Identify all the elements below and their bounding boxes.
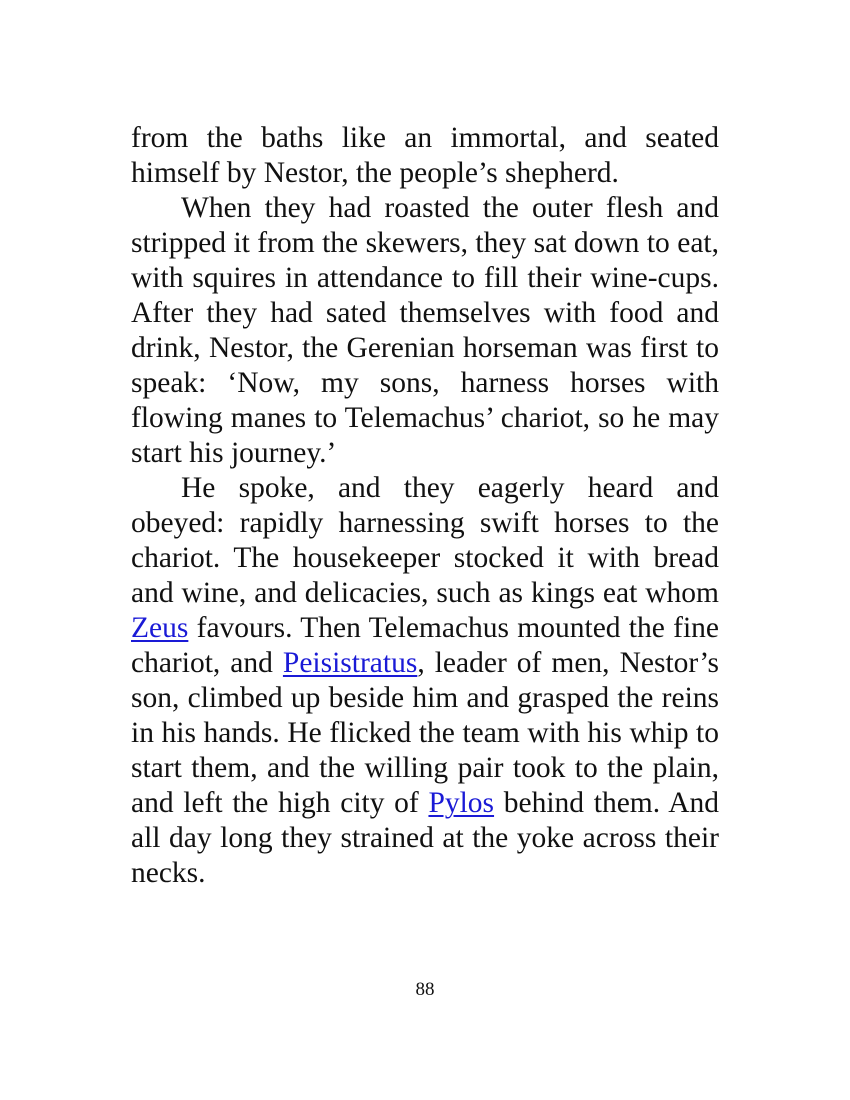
- paragraph-departure: [131, 471, 719, 891]
- pylos-link[interactable]: Pylos: [428, 787, 495, 819]
- page-body: [131, 121, 719, 891]
- paragraph-continuation: from the baths like an immortal, and seated himself by Nestor, the people’s shepherd.: [131, 122, 719, 189]
- page-number: 88: [415, 979, 435, 1000]
- paragraph-departure-text-4: behind them. And all day long they strained at the yoke across their necks.: [131, 787, 719, 889]
- paragraph-departure-text-1: He spoke, and they eagerly heard and obeyed: rapidly harnessing swift horses to the chariot. The housekeeper stocked it with bread and wine, and delicacies, such as kings eat whom: [131, 472, 719, 609]
- peisistratus-link[interactable]: Peisistratus: [282, 647, 418, 679]
- paragraph-departure-text-2: favours. Then Telemachus mounted the fine chariot, and: [131, 612, 719, 679]
- paragraph-feast: When they had roasted the outer flesh and stripped it from the skewers, they sat down to eat, with squires in attendance to fill their wine-cups. After they had sated themselves with food and drink, Nestor, the Gerenian horseman was first to speak: ‘Now, my sons, harness horses with flowing manes to Telemachus’ chariot, so he may start his journey.’: [131, 192, 719, 469]
- zeus-link[interactable]: Zeus: [131, 612, 189, 644]
- paragraph-departure-text-3: , leader of men, Nestor’s son, climbed up beside him and grasped the reins in his hands. He flicked the team with his whip to start them, and the willing pair took to the plain, and left the high city of: [131, 647, 719, 819]
